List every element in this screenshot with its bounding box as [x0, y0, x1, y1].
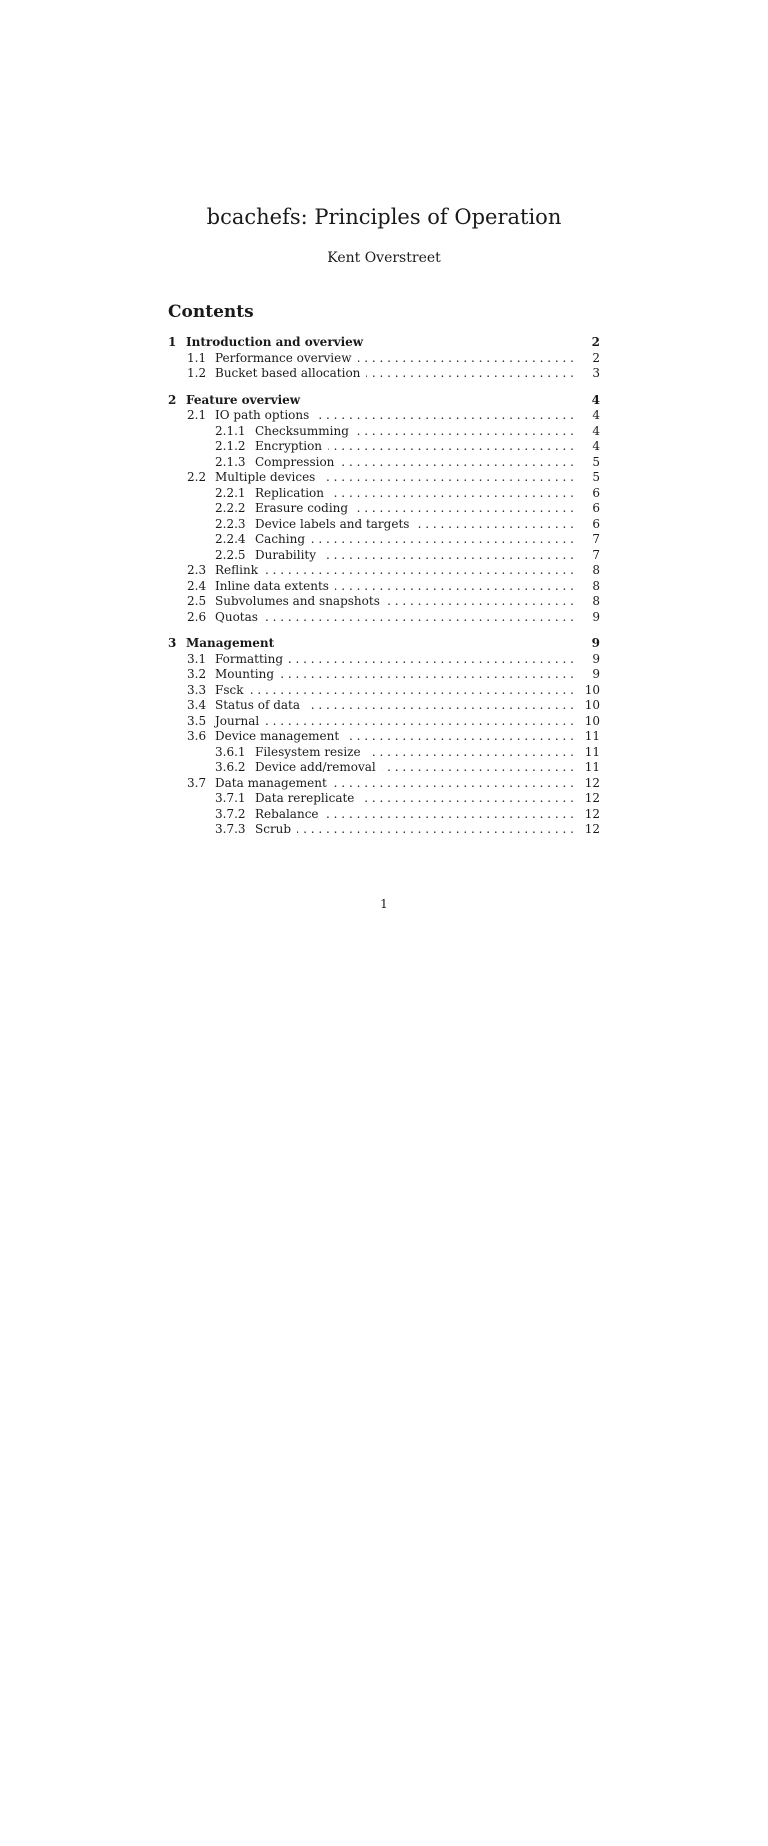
toc-entry-page: 12: [584, 775, 600, 790]
toc-entry-page: 6: [592, 516, 600, 531]
toc-entry-title: Durability: [255, 547, 317, 562]
toc-dot-leader: [367, 745, 574, 761]
toc-entry-number: 1.1: [187, 350, 207, 365]
toc-section-title: Introduction and overview: [186, 335, 364, 349]
toc-dot-leader: [333, 776, 574, 792]
toc-entry-title: Encryption: [255, 439, 323, 453]
toc-entry-page: 4: [592, 423, 600, 438]
toc-subsection-entry[interactable]: [168, 351, 600, 367]
toc-subsubsection-entry[interactable]: [168, 455, 600, 471]
toc-entry-number: 3.5: [187, 713, 207, 728]
document-title: bcachefs: Principles of Operation: [206, 205, 562, 229]
toc-entry-title: Performance overview: [215, 350, 352, 365]
toc-entry-page: 11: [584, 729, 600, 743]
toc-entry-number: 2.1: [187, 408, 207, 422]
toc-entry-title: Reflink: [215, 563, 258, 577]
toc-section-title: Management: [186, 636, 275, 650]
toc-entry-title: Replication: [255, 485, 324, 500]
toc-dot-leader: [289, 652, 574, 668]
toc-section-group: [168, 393, 600, 626]
toc-entry-page: 8: [592, 594, 600, 608]
toc-entry-title: Compression: [255, 454, 335, 469]
toc-entry-title: Bucket based allocation: [215, 366, 361, 380]
toc-subsection-entry[interactable]: [168, 652, 600, 668]
toc-entry-title: Device management: [215, 729, 340, 743]
toc-dot-leader: [321, 470, 574, 486]
toc-entry-page: 11: [584, 760, 600, 774]
toc-subsubsection-entry[interactable]: [168, 501, 600, 517]
toc-subsubsection-entry[interactable]: [168, 532, 600, 548]
toc-entry-number: 1.2: [187, 366, 207, 380]
toc-dot-leader: [330, 486, 574, 502]
toc-dot-leader: [355, 424, 574, 440]
toc-entry-number: 2.1.3: [215, 454, 246, 469]
toc-subsection-entry[interactable]: [168, 408, 600, 424]
toc-dot-leader: [311, 532, 574, 548]
toc-dot-leader: [325, 807, 574, 823]
toc-entry-number: 3.7: [187, 775, 207, 790]
toc-entry-number: 2.6: [187, 609, 207, 624]
document-author: Kent Overstreet: [327, 250, 441, 266]
toc-dot-leader: [366, 366, 574, 382]
toc-dot-leader: [306, 698, 574, 714]
toc-section-number: 1: [168, 335, 177, 349]
toc-entry-number: 3.1: [187, 651, 207, 666]
toc-subsubsection-entry[interactable]: [168, 548, 600, 564]
toc-entry-number: 3.6.1: [215, 744, 246, 759]
toc-subsection-entry[interactable]: [168, 563, 600, 579]
toc-dot-leader: [345, 729, 574, 745]
toc-subsubsection-entry[interactable]: [168, 760, 600, 776]
toc-section-group: [168, 636, 600, 838]
toc-dot-leader: [249, 683, 574, 699]
toc-subsubsection-entry[interactable]: [168, 807, 600, 823]
toc-dot-leader: [358, 351, 574, 367]
toc-dot-leader: [328, 439, 574, 455]
toc-subsection-entry[interactable]: [168, 714, 600, 730]
toc-subsection-entry[interactable]: [168, 470, 600, 486]
toc-entry-number: 3.3: [187, 682, 207, 697]
toc-entry-number: 2.2: [187, 470, 207, 484]
toc-entry-page: 5: [592, 454, 600, 469]
toc-subsection-entry[interactable]: [168, 579, 600, 595]
toc-entry-number: 3.6.2: [215, 760, 246, 774]
toc-entry-page: 12: [584, 822, 600, 836]
toc-entry-number: 2.2.5: [215, 547, 246, 562]
toc-section-page: 9: [591, 636, 600, 650]
toc-entry-page: 10: [584, 682, 600, 697]
toc-entry-page: 5: [592, 470, 600, 484]
toc-subsection-entry[interactable]: [168, 667, 600, 683]
toc-entry-page: 9: [592, 651, 600, 666]
toc-entry-title: Subvolumes and snapshots: [215, 594, 380, 608]
toc-entry-page: 9: [592, 667, 600, 681]
toc-subsection-entry[interactable]: [168, 698, 600, 714]
toc-dot-leader: [264, 610, 574, 626]
toc-entry-number: 2.2.2: [215, 501, 246, 515]
toc-entry-number: 2.2.3: [215, 516, 246, 531]
toc-entry-title: Device labels and targets: [255, 516, 410, 531]
toc-subsubsection-entry[interactable]: [168, 791, 600, 807]
toc-section-number: 3: [168, 636, 177, 650]
toc-entry-title: Rebalance: [255, 806, 319, 821]
toc-entry-page: 8: [592, 563, 600, 577]
toc-entry-page: 10: [584, 698, 600, 712]
toc-entry-page: 4: [592, 439, 600, 453]
toc-entry-page: 6: [592, 485, 600, 500]
toc-dot-leader: [335, 579, 574, 595]
toc-dot-leader: [264, 563, 574, 579]
toc-entry-title: Checksumming: [255, 423, 349, 438]
toc-section-entry[interactable]: [168, 393, 600, 409]
toc-entry-page: 11: [584, 744, 600, 759]
toc-dot-leader: [340, 455, 574, 471]
toc-entry-page: 10: [584, 713, 600, 728]
toc-entry-title: IO path options: [215, 408, 310, 422]
toc-entry-page: 7: [592, 547, 600, 562]
toc-dot-leader: [386, 594, 574, 610]
toc-subsubsection-entry[interactable]: [168, 517, 600, 533]
toc-entry-title: Formatting: [215, 651, 284, 666]
toc-entry-number: 3.7.2: [215, 806, 246, 821]
toc-entry-page: 9: [592, 609, 600, 624]
toc-section-group: [168, 335, 600, 382]
toc-entry-number: 2.5: [187, 594, 207, 608]
toc-dot-leader: [297, 822, 574, 838]
toc-entry-number: 2.4: [187, 578, 207, 593]
toc-entry-title: Fsck: [215, 682, 244, 697]
toc-entry-title: Erasure coding: [255, 501, 349, 515]
toc-entry-number: 2.3: [187, 563, 207, 577]
toc-entry-title: Quotas: [215, 609, 258, 624]
toc-dot-leader: [280, 667, 574, 683]
toc-entry-number: 3.2: [187, 667, 207, 681]
toc-entry-page: 8: [592, 578, 600, 593]
toc-entry-title: Device add/removal: [255, 760, 376, 774]
toc-entry-title: Mounting: [215, 667, 275, 681]
toc-section-entry[interactable]: [168, 636, 600, 652]
toc-subsubsection-entry[interactable]: [168, 745, 600, 761]
toc-entry-page: 6: [592, 501, 600, 515]
toc-entry-title: Filesystem resize: [255, 744, 361, 759]
toc-entry-title: Data rereplicate: [255, 791, 355, 805]
toc-entry-title: Multiple devices: [215, 470, 316, 484]
toc-entry-number: 3.6: [187, 729, 207, 743]
toc-entry-number: 2.1.2: [215, 439, 246, 453]
toc-subsection-entry[interactable]: [168, 683, 600, 699]
toc-entry-page: 7: [592, 532, 600, 546]
toc-dot-leader: [315, 408, 574, 424]
toc-section-number: 2: [168, 392, 177, 407]
toc-section-page: 4: [591, 392, 600, 407]
toc-subsubsection-entry[interactable]: [168, 486, 600, 502]
toc-entry-number: 3.7.1: [215, 791, 246, 805]
toc-subsection-entry[interactable]: [168, 594, 600, 610]
toc-entry-page: 12: [584, 806, 600, 821]
toc-entry-title: Journal: [215, 713, 260, 728]
toc-entry-number: 3.4: [187, 698, 207, 712]
toc-dot-leader: [382, 760, 574, 776]
toc-section-entry[interactable]: [168, 335, 600, 351]
page-number: 1: [380, 897, 388, 911]
toc-subsection-entry[interactable]: [168, 776, 600, 792]
toc-entry-page: 3: [592, 366, 600, 380]
toc-entry-number: 2.2.1: [215, 485, 246, 500]
toc-entry-page: 2: [592, 350, 600, 365]
toc-entry-title: Inline data extents: [215, 578, 329, 593]
toc-section-title: Feature overview: [186, 392, 301, 407]
toc-entry-number: 3.7.3: [215, 822, 246, 836]
toc-dot-leader: [360, 791, 574, 807]
toc-entry-number: 2.1.1: [215, 423, 246, 438]
toc-entry-title: Scrub: [255, 822, 292, 836]
toc-dot-leader: [265, 714, 574, 730]
contents-heading: Contents: [168, 302, 254, 322]
table-of-contents: [168, 335, 600, 849]
toc-section-page: 2: [591, 335, 600, 349]
toc-dot-leader: [322, 548, 574, 564]
toc-entry-page: 12: [584, 791, 600, 805]
toc-entry-page: 4: [592, 408, 600, 422]
toc-subsubsection-entry[interactable]: [168, 439, 600, 455]
toc-entry-title: Status of data: [215, 698, 301, 712]
toc-subsubsection-entry[interactable]: [168, 424, 600, 440]
toc-subsection-entry[interactable]: [168, 729, 600, 745]
toc-subsubsection-entry[interactable]: [168, 822, 600, 838]
toc-entry-title: Data management: [215, 775, 327, 790]
toc-entry-number: 2.2.4: [215, 532, 246, 546]
toc-subsection-entry[interactable]: [168, 610, 600, 626]
toc-subsection-entry[interactable]: [168, 366, 600, 382]
toc-dot-leader: [415, 517, 574, 533]
toc-entry-title: Caching: [255, 532, 306, 546]
toc-dot-leader: [354, 501, 574, 517]
